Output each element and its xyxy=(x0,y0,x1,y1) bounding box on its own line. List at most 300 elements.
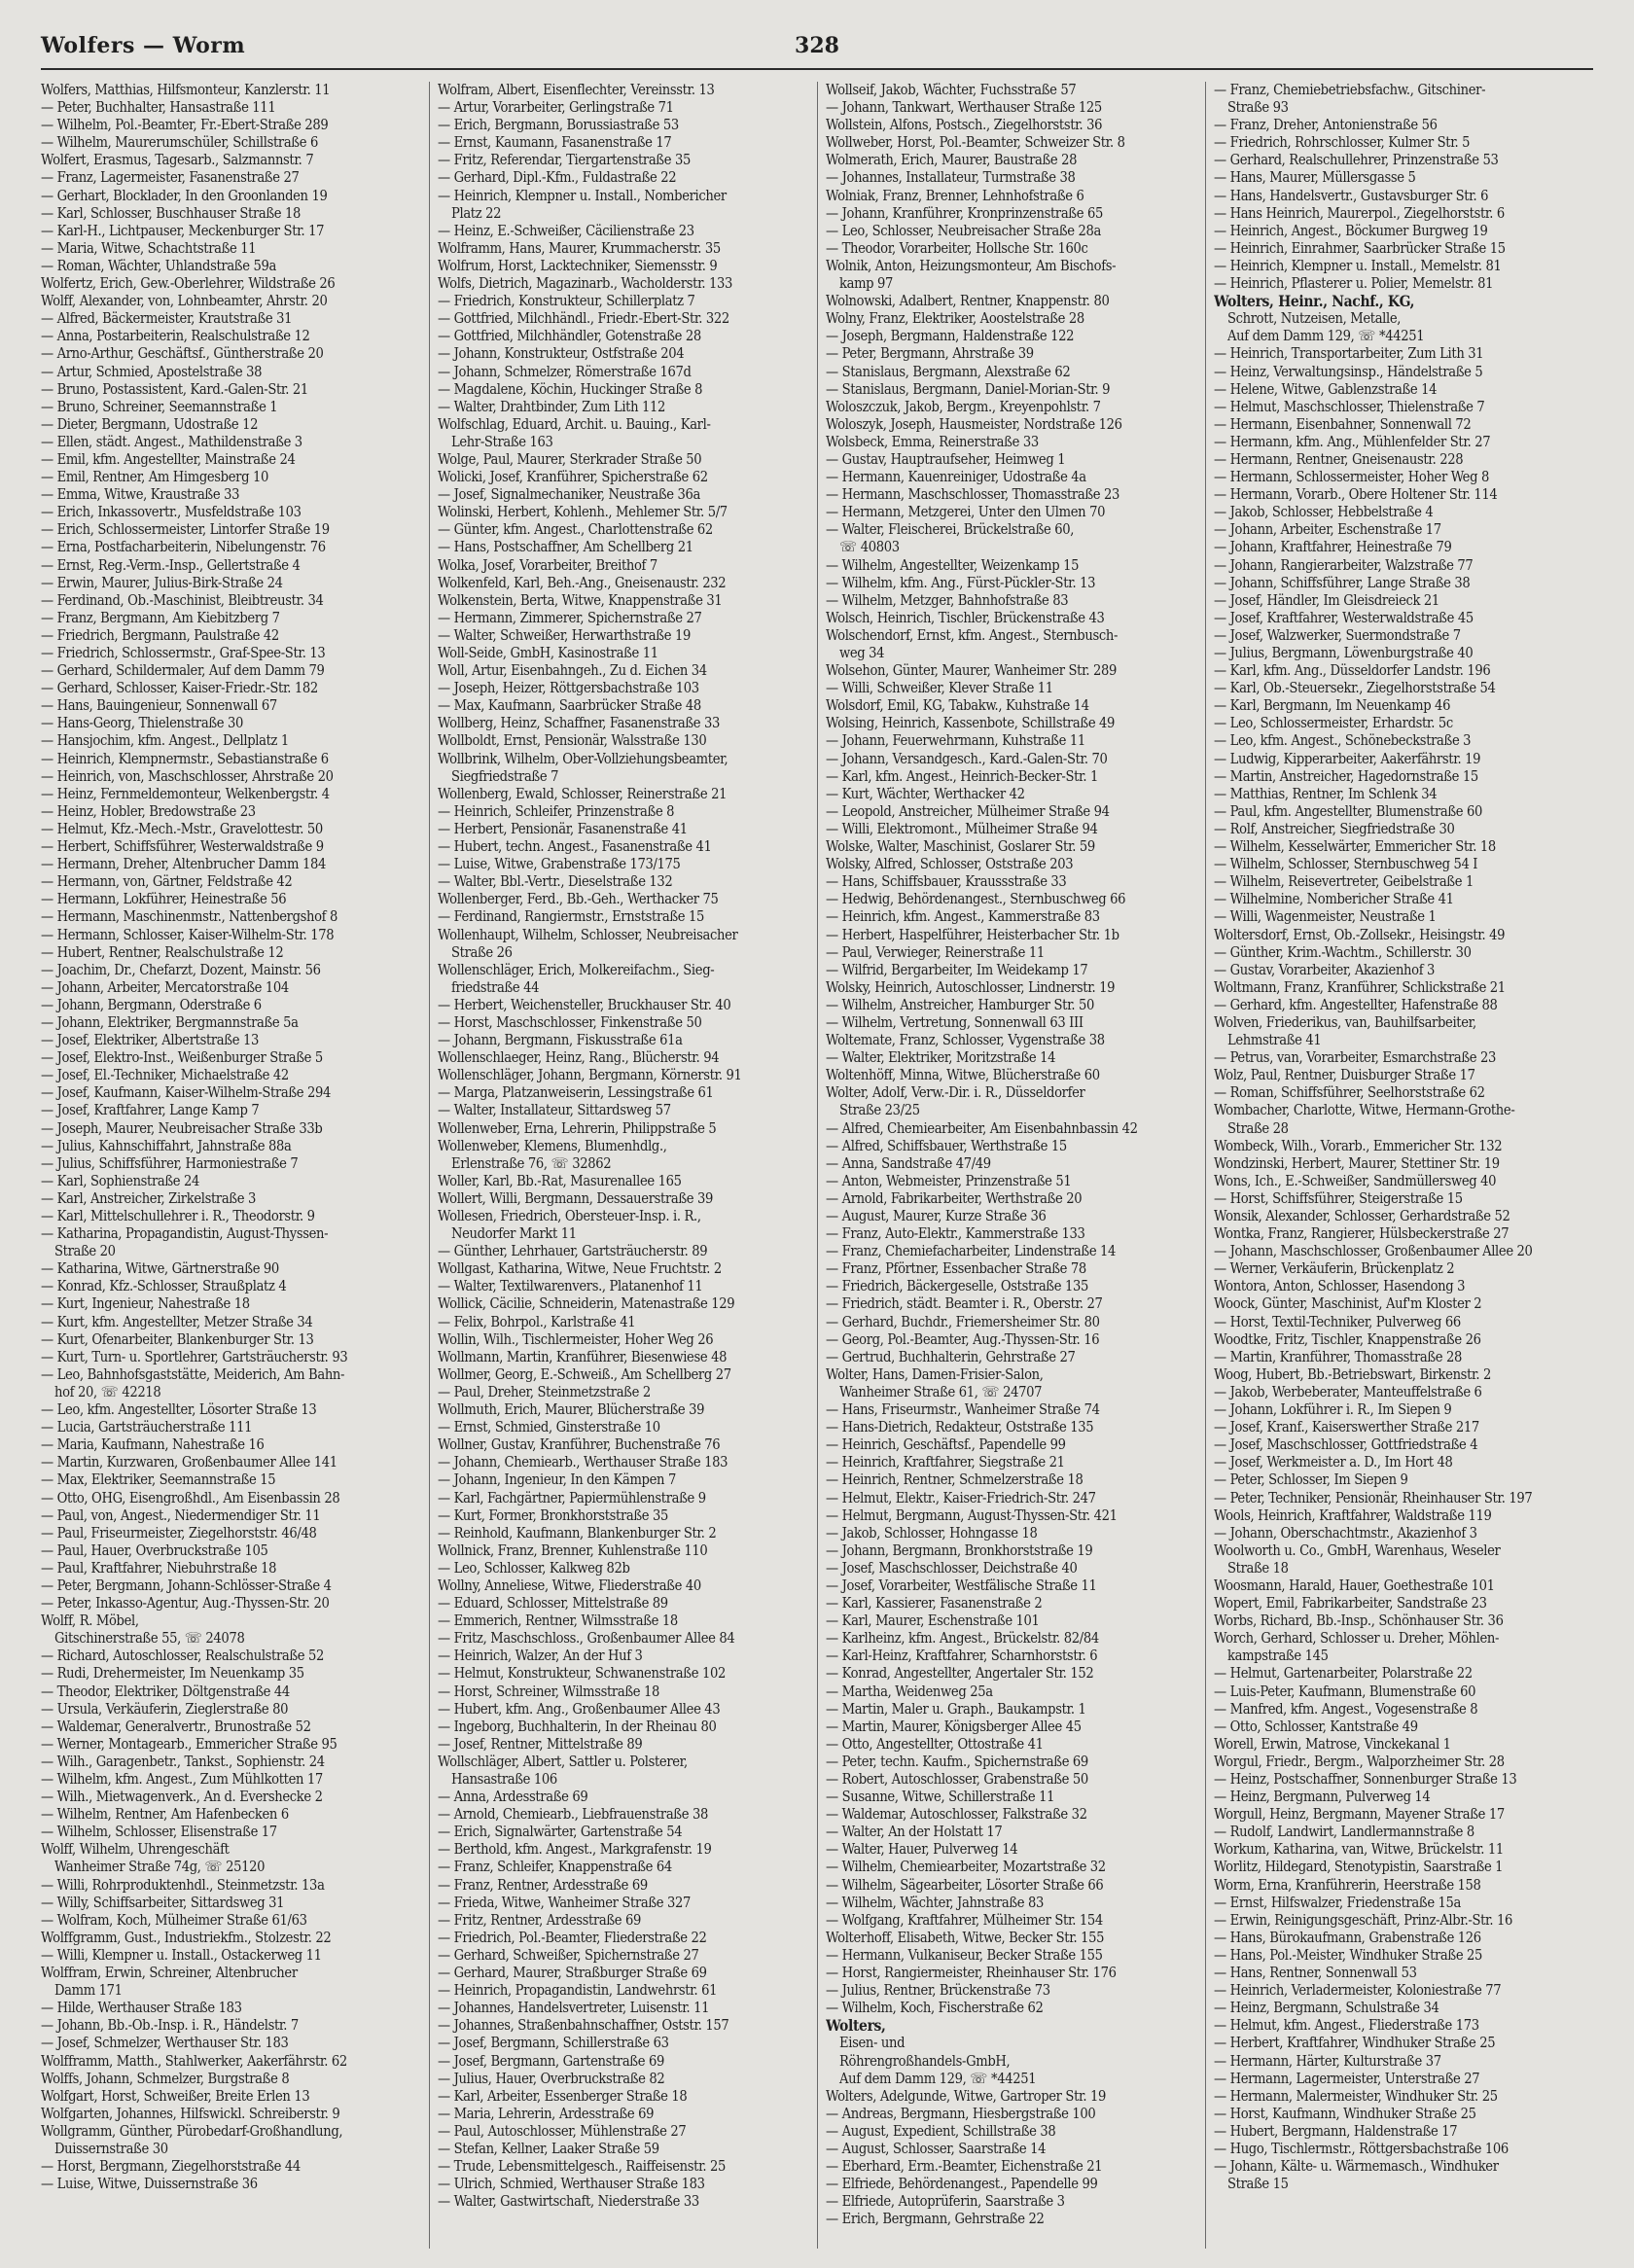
directory-entry: — Erich, Bergmann, Borussiastraße 53 xyxy=(438,117,679,134)
directory-entry: — Horst, Maschschlosser, Finkenstraße 50 xyxy=(438,1013,702,1031)
directory-entry: — Hermann, Metzgerei, Unter den Ulmen 70 xyxy=(826,504,1106,521)
directory-entry: — Heinz, Postschaffner, Sonnenburger Straße 13 xyxy=(1214,1771,1517,1788)
directory-entry: — Johann, Bb.-Ob.-Insp. i. R., Händelstr. 7 xyxy=(41,2017,299,2035)
directory-entry: — Helmut, Konstrukteur, Schwanenstraße 102 xyxy=(438,1665,726,1683)
directory-entry: — Herbert, Haspelführer, Heisterbacher Str. 1b xyxy=(826,926,1119,943)
directory-entry: — Walter, An der Holstatt 17 xyxy=(826,1824,1003,1841)
directory-entry: — Karl-H., Lichtpauser, Meckenburger Str. 17 xyxy=(41,222,325,239)
directory-entry: — Arnold, Chemiearb., Liebfrauenstraße 38 xyxy=(438,1806,708,1824)
directory-entry: — Martha, Weidenweg 25a xyxy=(826,1683,993,1700)
directory-entry: — Anna, Sandstraße 47/49 xyxy=(826,1154,991,1172)
directory-entry: — Erwin, Maurer, Julius-Birk-Straße 24 xyxy=(41,574,283,591)
directory-entry: — Josef, Vorarbeiter, Westfälische Straße 11 xyxy=(826,1577,1097,1594)
directory-entry: Wolfers, Matthias, Hilfsmonteur, Kanzlerstr. 11 xyxy=(41,82,331,98)
directory-entry: — Karl, Schlosser, Buschhauser Straße 18 xyxy=(41,204,302,222)
directory-entry: Wolsing, Heinrich, Kassenbote, Schillstraße 49 xyxy=(826,715,1116,732)
directory-entry: — Alfred, Schiffsbauer, Werthstraße 15 xyxy=(826,1137,1067,1154)
directory-entry: — Hilde, Werthauser Straße 183 xyxy=(41,2000,242,2017)
directory-entry: Wollgramm, Günther, Pürobedarf-Großhandlung, xyxy=(41,2122,343,2140)
directory-entry: — Heinz, Fernmeldemonteur, Welkenbergstr. 4 xyxy=(41,785,330,802)
directory-entry: — Luise, Witwe, Grabenstraße 173/175 xyxy=(438,856,681,873)
directory-entry: Wolniak, Franz, Brenner, Lehnhofstraße 6 xyxy=(826,187,1084,204)
directory-entry: — Ferdinand, Rangiermstr., Ernststraße 15 xyxy=(438,908,705,926)
directory-entry: Wolz, Paul, Rentner, Duisburger Straße 17 xyxy=(1214,1067,1475,1084)
directory-entry: Auf dem Damm 129, ☏ *44251 xyxy=(839,2070,1037,2087)
directory-entry: — Friedrich, Konstrukteur, Schillerplatz 7 xyxy=(438,293,695,310)
directory-entry: — Josef, Rentner, Mittelstraße 89 xyxy=(438,1735,643,1753)
directory-entry: — Robert, Autoschlosser, Grabenstraße 50 xyxy=(826,1771,1088,1788)
directory-entry: Wanheimer Straße 61, ☏ 24707 xyxy=(839,1383,1043,1400)
directory-entry: — Franz, Lagermeister, Fasanenstraße 27 xyxy=(41,169,300,187)
directory-entry: — Franz, Bergmann, Am Kiebitzberg 7 xyxy=(41,609,280,626)
directory-entry: — Erich, Signalwärter, Gartenstraße 54 xyxy=(438,1824,683,1841)
directory-entry: — Martin, Kranführer, Thomasstraße 28 xyxy=(1214,1348,1463,1365)
directory-entry: Wolfram, Albert, Eisenflechter, Vereinsstr. 13 xyxy=(438,82,715,98)
directory-entry: Wollenschläger, Erich, Molkereifachm., Sieg- xyxy=(438,961,715,978)
directory-entry: — Otto, OHG, Eisengroßhdl., Am Eisenbassin 28 xyxy=(41,1489,340,1506)
directory-entry: — Hans, Bauingenieur, Sonnenwall 67 xyxy=(41,697,277,715)
directory-entry: — Helmut, kfm. Angest., Fliederstraße 173 xyxy=(1214,2017,1479,2035)
directory-entry: — Peter, Techniker, Pensionär, Rheinhauser Str. 197 xyxy=(1214,1489,1533,1506)
directory-entry: — Paul, Hauer, Overbruckstraße 105 xyxy=(41,1542,268,1559)
directory-entry: — Johannes, Straßenbahnschaffner, Oststr. 157 xyxy=(438,2017,729,2035)
directory-entry: — Karlheinz, kfm. Angest., Brückelstr. 82/84 xyxy=(826,1630,1099,1648)
directory-entry: Erlenstraße 76, ☏ 32862 xyxy=(451,1154,612,1172)
directory-entry: Wolff, Alexander, von, Lohnbeamter, Ahrstr. 20 xyxy=(41,293,328,310)
directory-entry: — Hans, Handelsvertr., Gustavsburger Str. 6 xyxy=(1214,187,1489,204)
directory-entry: — Heinrich, Propagandistin, Landwehrstr. 61 xyxy=(438,1982,718,2000)
directory-entry: — Gustav, Vorarbeiter, Akazienhof 3 xyxy=(1214,961,1436,978)
directory-entry: — Bruno, Schreiner, Seemannstraße 1 xyxy=(41,398,278,415)
directory-entry: — Werner, Montagearb., Emmericher Straße 95 xyxy=(41,1735,337,1753)
directory-entry: — Friedrich, städt. Beamter i. R., Oberstr. 27 xyxy=(826,1295,1103,1313)
directory-entry: — Fritz, Maschschloss., Großenbaumer Allee 84 xyxy=(438,1630,735,1648)
directory-entry: — Erich, Bergmann, Gehrstraße 22 xyxy=(826,2211,1045,2228)
directory-entry: — Emmerich, Rentner, Wilmsstraße 18 xyxy=(438,1612,678,1630)
directory-entry: — Herbert, Pensionär, Fasanenstraße 41 xyxy=(438,820,688,837)
directory-entry: — Peter, Schlosser, Im Siepen 9 xyxy=(1214,1471,1408,1489)
directory-entry: Eisen- und xyxy=(839,2035,906,2052)
directory-entry: Wolfframm, Matth., Stahlwerker, Aakerfährstr. 62 xyxy=(41,2052,347,2070)
directory-entry: — Wilhelm, Kesselwärter, Emmericher Str. 18 xyxy=(1214,838,1496,856)
directory-entry: Straße 20 xyxy=(54,1243,116,1260)
directory-entry: — Luis-Peter, Kaufmann, Blumenstraße 60 xyxy=(1214,1683,1476,1700)
directory-entry: weg 34 xyxy=(839,645,885,661)
directory-entry: Woloszczuk, Jakob, Bergm., Kreyenpohlstr. 7 xyxy=(826,398,1101,415)
directory-entry: — Franz, Auto-Elektr., Kammerstraße 133 xyxy=(826,1225,1085,1243)
directory-entry: Wollenberger, Ferd., Bb.-Geh., Werthacker 75 xyxy=(438,891,719,908)
directory-entry: — Gertrud, Buchhalterin, Gehrstraße 27 xyxy=(826,1348,1076,1365)
directory-entry: — Horst, Schreiner, Wilmsstraße 18 xyxy=(438,1683,659,1700)
directory-entry: Wolffram, Erwin, Schreiner, Altenbrucher xyxy=(41,1965,298,1982)
directory-entry: — Hermann, Rentner, Gneisenaustr. 228 xyxy=(1214,450,1464,468)
directory-entry: — Kurt, Former, Bronkhorststraße 35 xyxy=(438,1506,669,1524)
directory-entry: — Konrad, Angestellter, Angertaler Str. 152 xyxy=(826,1665,1094,1683)
directory-entry: Wolfgart, Horst, Schweißer, Breite Erlen 13 xyxy=(41,2087,310,2105)
directory-entry: — Kurt, Ofenarbeiter, Blankenburger Str. 13 xyxy=(41,1330,314,1348)
directory-entry: Worgul, Friedr., Bergm., Walporzheimer Str. 28 xyxy=(1214,1753,1505,1770)
directory-entry: Wolschendorf, Ernst, kfm. Angest., Sternbusch- xyxy=(826,626,1119,644)
directory-entry: — Manfred, kfm. Angest., Vogesenstraße 8 xyxy=(1214,1700,1478,1718)
directory-entry: Wollmann, Martin, Kranführer, Biesenwiese 48 xyxy=(438,1348,728,1365)
directory-entry: — Heinrich, Pflasterer u. Polier, Memelstr. 81 xyxy=(1214,275,1494,293)
directory-entry: Wolfert, Erasmus, Tagesarb., Salzmannstr. 7 xyxy=(41,152,314,169)
directory-entry: — Julius, Kahnschiffahrt, Jahnstraße 88a xyxy=(41,1137,292,1154)
directory-entry: Wolsky, Alfred, Schlosser, Oststraße 203 xyxy=(826,856,1074,873)
directory-entry: Wolsehon, Günter, Maurer, Wanheimer Str. 289 xyxy=(826,662,1118,680)
directory-entry: — Karl, Mittelschullehrer i. R., Theodorstr. 9 xyxy=(41,1208,315,1224)
directory-entry: — Hermann, Zimmerer, Spichernstraße 27 xyxy=(438,609,702,626)
directory-entry: — Stanislaus, Bergmann, Daniel-Morian-Str. 9 xyxy=(826,380,1111,398)
directory-entry: — Karl, Fachgärtner, Papiermühlenstraße 9 xyxy=(438,1489,706,1506)
directory-entry: Woltersdorf, Ernst, Ob.-Zollsekr., Heisingstr. 49 xyxy=(1214,926,1506,943)
directory-entry: Wolkenfeld, Karl, Beh.-Ang., Gneisenaustr. 232 xyxy=(438,574,727,591)
directory-entry: Wollner, Gustav, Kranführer, Buchenstraße 76 xyxy=(438,1436,721,1454)
directory-entry: — Emma, Witwe, Kraustraße 33 xyxy=(41,486,240,504)
directory-entry: Wollenhaupt, Wilhelm, Schlosser, Neubreisacher xyxy=(438,926,738,943)
directory-entry: — Eberhard, Erm.-Beamter, Eichenstraße 21 xyxy=(826,2158,1103,2176)
directory-entry: — Leo, Bahnhofsgaststätte, Meiderich, Am Bahn- xyxy=(41,1365,345,1383)
directory-entry: Wolfertz, Erich, Gew.-Oberlehrer, Wildstraße 26 xyxy=(41,275,336,293)
directory-entry: — Helmut, Maschschlosser, Thielenstraße 7 xyxy=(1214,398,1485,415)
directory-entry: Wolske, Walter, Maschinist, Goslarer Str. 59 xyxy=(826,838,1095,856)
directory-entry: — Maria, Kaufmann, Nahestraße 16 xyxy=(41,1436,265,1454)
directory-entry: — Peter, Inkasso-Agentur, Aug.-Thyssen-Str. 20 xyxy=(41,1595,330,1612)
directory-entry: — Walter, Textilwarenvers., Platanenhof 11 xyxy=(438,1278,703,1295)
directory-entry: — Helmut, Bergmann, August-Thyssen-Str. 421 xyxy=(826,1506,1118,1524)
directory-entry: Straße 26 xyxy=(451,943,513,961)
directory-entry: Woog, Hubert, Bb.-Betriebswart, Birkenstr. 2 xyxy=(1214,1365,1491,1383)
directory-entry: — Heinz, Bergmann, Pulverweg 14 xyxy=(1214,1789,1431,1806)
directory-entry: Worell, Erwin, Matrose, Vinckekanal 1 xyxy=(1214,1735,1451,1753)
directory-entry: — Walter, Gastwirtschaft, Niederstraße 33 xyxy=(438,2193,699,2211)
directory-entry: — Johann, Maschschlosser, Großenbaumer Allee 20 xyxy=(1214,1243,1533,1260)
directory-entry: — Walter, Schweißer, Herwarthstraße 19 xyxy=(438,626,691,644)
directory-entry: — Hermann, Lagermeister, Unterstraße 27 xyxy=(1214,2070,1480,2087)
directory-entry: Wolsbeck, Emma, Reinerstraße 33 xyxy=(826,433,1039,450)
directory-entry: Worch, Gerhard, Schlosser u. Dreher, Möhlen- xyxy=(1214,1630,1500,1648)
directory-entry: — Waldemar, Autoschlosser, Falkstraße 32 xyxy=(826,1806,1087,1824)
directory-entry: — Gerhard, Schildermaler, Auf dem Damm 79 xyxy=(41,662,325,680)
directory-entry: — Walter, Drahtbinder, Zum Lith 112 xyxy=(438,398,666,415)
directory-entry: Siegfriedstraße 7 xyxy=(451,767,559,785)
directory-entry: — Hans, Pol.-Meister, Windhuker Straße 25 xyxy=(1214,1946,1483,1964)
directory-entry: — Heinrich, Klempnermstr., Sebastianstraße 6 xyxy=(41,750,329,767)
directory-entry: — Hans, Postschaffner, Am Schellberg 21 xyxy=(438,539,693,556)
directory-entry: — Alfred, Chemiearbeiter, Am Eisenbahnbassin 42 xyxy=(826,1119,1138,1137)
directory-entry: — Wilhelm, Schlosser, Sternbuschweg 54 I xyxy=(1214,856,1478,873)
directory-entry: — Gustav, Hauptraufseher, Heimweg 1 xyxy=(826,450,1066,468)
directory-entry: Wolsdorf, Emil, KG, Tabakw., Kuhstraße 14 xyxy=(826,697,1089,715)
directory-entry: — Johann, Rangierarbeiter, Walzstraße 77 xyxy=(1214,556,1474,574)
directory-entry: — Heinrich, Rentner, Schmelzerstraße 18 xyxy=(826,1471,1083,1489)
directory-entry: Wollenweber, Erna, Lehrerin, Philippstraße 5 xyxy=(438,1119,717,1137)
directory-entry: — Josef, Werkmeister a. D., Im Hort 48 xyxy=(1214,1454,1453,1471)
directory-entry: — Johann, Versandgesch., Kard.-Galen-Str. 70 xyxy=(826,750,1108,767)
directory-entry: — Erwin, Reinigungsgeschäft, Prinz-Albr.-Str. 16 xyxy=(1214,1911,1513,1929)
directory-entry: Woloszyk, Joseph, Hausmeister, Nordstraße 126 xyxy=(826,415,1122,433)
directory-entry: Wollweber, Horst, Pol.-Beamter, Schweizer Str. 8 xyxy=(826,134,1125,152)
directory-entry: — Anna, Ardesstraße 69 xyxy=(438,1789,588,1806)
directory-entry: — Herbert, Kraftfahrer, Windhuker Straße 25 xyxy=(1214,2035,1496,2052)
directory-entry: — Paul, kfm. Angestellter, Blumenstraße 60 xyxy=(1214,802,1483,820)
directory-entry: — Andreas, Bergmann, Hiesbergstraße 100 xyxy=(826,2105,1096,2122)
directory-entry: Worbs, Richard, Bb.-Insp., Schönhauser Str. 36 xyxy=(1214,1612,1504,1630)
directory-entry: — Wilhelm, kfm. Angest., Zum Mühlkotten 17 xyxy=(41,1771,323,1788)
directory-entry: — Josef, Maschschlosser, Gottfriedstraße 4 xyxy=(1214,1436,1478,1454)
directory-entry: — Hans, Bürokaufmann, Grabenstraße 126 xyxy=(1214,1929,1481,1946)
directory-entry: — Günther, Krim.-Wachtm., Schillerstr. 30 xyxy=(1214,943,1472,961)
directory-entry: Wolsky, Heinrich, Autoschlosser, Lindnerstr. 19 xyxy=(826,978,1116,996)
directory-entry: Wollbrink, Wilhelm, Ober-Vollziehungsbeamter, xyxy=(438,750,728,767)
directory-entry: — Hans-Georg, Thielenstraße 30 xyxy=(41,715,244,732)
directory-entry: — Willy, Schiffsarbeiter, Sittardsweg 31 xyxy=(41,1894,285,1911)
directory-entry: Wollesen, Friedrich, Obersteuer-Insp. i. R., xyxy=(438,1208,701,1224)
directory-entry: — Johann, Kälte- u. Wärmemasch., Windhuker xyxy=(1214,2158,1499,2176)
directory-entry: — Gottfried, Milchhändler, Gotenstraße 28 xyxy=(438,328,701,345)
directory-entry: — Wilhelm, Metzger, Bahnhofstraße 83 xyxy=(826,591,1069,609)
directory-entry: Wolterhoff, Elisabeth, Witwe, Becker Str. 155 xyxy=(826,1929,1105,1946)
directory-entry: — Karl, Kassierer, Fasanenstraße 2 xyxy=(826,1595,1043,1612)
directory-entry: — Willi, Rohrproduktenhdl., Steinmetzstr. 13a xyxy=(41,1876,325,1894)
directory-entry: Duissernstraße 30 xyxy=(54,2140,168,2157)
directory-entry: — Bruno, Postassistent, Kard.-Galen-Str. 21 xyxy=(41,380,308,398)
directory-entry: — Gerhard, Realschullehrer, Prinzenstraße 53 xyxy=(1214,152,1499,169)
directory-entry: — Wilhelm, Maurerumschüler, Schillstraße 6 xyxy=(41,134,318,152)
directory-entry: Wollberg, Heinz, Schaffner, Fasanenstraße 33 xyxy=(438,715,721,732)
directory-entry: — Ulrich, Schmied, Werthauser Straße 183 xyxy=(438,2176,705,2193)
directory-entry: — Wilhelm, Anstreicher, Hamburger Str. 50 xyxy=(826,996,1095,1013)
directory-entry: — Willi, Schweißer, Klever Straße 11 xyxy=(826,680,1053,697)
directory-entry: — Herbert, Weichensteller, Bruckhauser Str. 40 xyxy=(438,996,731,1013)
directory-entry: Wolnik, Anton, Heizungsmonteur, Am Bischofs- xyxy=(826,257,1117,274)
directory-entry: Wombeck, Wilh., Vorarb., Emmericher Str. 132 xyxy=(1214,1137,1503,1154)
directory-entry: — Heinrich, Schleifer, Prinzenstraße 8 xyxy=(438,802,675,820)
directory-entry: — Peter, techn. Kaufm., Spichernstraße 69 xyxy=(826,1753,1088,1770)
directory-entry: Wollenberg, Ewald, Schlosser, Reinerstraße 21 xyxy=(438,785,728,802)
directory-entry: — Peter, Buchhalter, Hansastraße 111 xyxy=(41,99,276,117)
directory-entry: — Johann, Elektriker, Bergmannstraße 5a xyxy=(41,1013,299,1031)
directory-entry: — Julius, Hauer, Overbruckstraße 82 xyxy=(438,2070,665,2087)
directory-entry: Wolkenstein, Berta, Witwe, Knappenstraße 31 xyxy=(438,591,723,609)
directory-entry: — Josef, Händler, Im Gleisdreieck 21 xyxy=(1214,591,1439,609)
directory-entry: — Rolf, Anstreicher, Siegfriedstraße 30 xyxy=(1214,820,1455,837)
directory-entry: — Johann, Kraftfahrer, Heinestraße 79 xyxy=(1214,539,1452,556)
directory-entry: — Hermann, Kauenreiniger, Udostraße 4a xyxy=(826,469,1086,486)
directory-entry: — Heinrich, Kraftfahrer, Siegstraße 21 xyxy=(826,1454,1065,1471)
directory-entry: — Johann, Lokführer i. R., Im Siepen 9 xyxy=(1214,1401,1452,1419)
directory-entry: Wons, Ich., E.-Schweißer, Sandmüllersweg 40 xyxy=(1214,1172,1497,1189)
directory-entry: Wools, Heinrich, Kraftfahrer, Waldstraße 119 xyxy=(1214,1506,1492,1524)
directory-entry: — Hermann, kfm. Ang., Mühlenfelder Str. 27 xyxy=(1214,433,1491,450)
directory-entry: — Franz, Chemiebetriebsfachw., Gitschiner- xyxy=(1214,82,1486,98)
directory-entry: Wolfs, Dietrich, Magazinarb., Wacholderstr. 133 xyxy=(438,275,733,293)
directory-entry: — Erich, Schlossermeister, Lintorfer Straße 19 xyxy=(41,521,330,539)
directory-entry: — Otto, Angestellter, Ottostraße 41 xyxy=(826,1735,1044,1753)
directory-entry: — Ernst, Reg.-Verm.-Insp., Gellertstraße 4 xyxy=(41,556,301,574)
directory-entry: — Johann, Schiffsführer, Lange Straße 38 xyxy=(1214,574,1471,591)
directory-entry: — Hedwig, Behördenangest., Sternbuschweg 66 xyxy=(826,891,1126,908)
directory-entry: — Paul, Kraftfahrer, Niebuhrstraße 18 xyxy=(41,1559,277,1577)
directory-entry: Neudorfer Markt 11 xyxy=(451,1225,577,1243)
directory-entry: — Dieter, Bergmann, Udostraße 12 xyxy=(41,415,259,433)
directory-entry: — Hermann, Eisenbahner, Sonnenwall 72 xyxy=(1214,415,1472,433)
directory-entry: — Helmut, Elektr., Kaiser-Friedrich-Str. 247 xyxy=(826,1489,1096,1506)
directory-entry: — Heinz, Hobler, Bredowstraße 23 xyxy=(41,802,256,820)
directory-entry: — August, Schlosser, Saarstraße 14 xyxy=(826,2140,1047,2157)
directory-entry: Wolffgramm, Gust., Industriekfm., Stolzestr. 22 xyxy=(41,1929,332,1946)
directory-entry: Wolfschlag, Eduard, Archit. u. Bauing., Karl- xyxy=(438,415,711,433)
directory-entry: — Josef, Elektro-Inst., Weißenburger Straße 5 xyxy=(41,1049,323,1067)
directory-entry: — Joseph, Heizer, Röttgersbachstraße 103 xyxy=(438,680,699,697)
directory-entry: Woodtke, Fritz, Tischler, Knappenstraße 26 xyxy=(1214,1330,1481,1348)
directory-entry: — Trude, Lebensmittelgesch., Raiffeisenstr. 25 xyxy=(438,2158,727,2176)
directory-entry: — Josef, Kraftfahrer, Lange Kamp 7 xyxy=(41,1102,260,1119)
directory-entry: — Anna, Postarbeiterin, Realschulstraße 12 xyxy=(41,328,310,345)
directory-entry: — Hans, Friseurmstr., Wanheimer Straße 74 xyxy=(826,1401,1100,1419)
directory-entry: Wolter, Adolf, Verw.-Dir. i. R., Düsseldorfer xyxy=(826,1084,1085,1102)
directory-entry: — Johann, Bergmann, Bronkhorststraße 19 xyxy=(826,1542,1093,1559)
directory-entry: — Fritz, Rentner, Ardesstraße 69 xyxy=(438,1911,642,1929)
directory-entry: — Hermann, Maschinenmstr., Nattenbergshof 8 xyxy=(41,908,338,926)
directory-entry: — Gerhart, Blocklader, In den Groonlanden 19 xyxy=(41,187,328,204)
directory-entry: — August, Maurer, Kurze Straße 36 xyxy=(826,1208,1047,1224)
directory-entry: Wolmerath, Erich, Maurer, Baustraße 28 xyxy=(826,152,1078,169)
directory-entry: — Wilh., Garagenbetr., Tankst., Sophienstr. 24 xyxy=(41,1753,325,1770)
directory-entry: — Theodor, Elektriker, Döltgenstraße 44 xyxy=(41,1683,290,1700)
directory-entry: — Peter, Bergmann, Ahrstraße 39 xyxy=(826,345,1034,363)
directory-entry: Wollseif, Jakob, Wächter, Fuchsstraße 57 xyxy=(826,82,1077,98)
directory-entry: — Johann, Arbeiter, Mercatorstraße 104 xyxy=(41,978,289,996)
directory-entry: Wolven, Friederikus, van, Bauhilfsarbeiter, xyxy=(1214,1013,1476,1031)
directory-entry: — Hubert, Bergmann, Haldenstraße 17 xyxy=(1214,2122,1458,2140)
directory-entry: Damm 171 xyxy=(54,1982,123,2000)
directory-entry: — Johann, Feuerwehrmann, Kuhstraße 11 xyxy=(826,732,1085,750)
directory-entry: ☏ 40803 xyxy=(839,539,900,556)
directory-entry: — Josef, Maschschlosser, Deichstraße 40 xyxy=(826,1559,1078,1577)
directory-entry: Wollert, Willi, Bergmann, Dessauerstraße 39 xyxy=(438,1189,714,1207)
directory-entry: Wollenweber, Klemens, Blumenhdlg., xyxy=(438,1137,667,1154)
directory-entry: — Leo, Schlosser, Neubreisacher Straße 28a xyxy=(826,222,1102,239)
directory-entry: Woll-Seide, GmbH, Kasinostraße 11 xyxy=(438,645,658,661)
directory-entry: — Elfriede, Autoprüferin, Saarstraße 3 xyxy=(826,2193,1065,2211)
directory-entry: — Willi, Wagenmeister, Neustraße 1 xyxy=(1214,908,1437,926)
directory-entry: Wollmuth, Erich, Maurer, Blücherstraße 39 xyxy=(438,1401,705,1419)
directory-entry: Straße 18 xyxy=(1227,1559,1289,1577)
directory-entry: Wollenschlaeger, Heinz, Rang., Blücherstr. 94 xyxy=(438,1049,720,1067)
directory-entry: — Herbert, Schiffsführer, Westerwaldstraße 9 xyxy=(41,838,324,856)
directory-entry: — Roman, Wächter, Uhlandstraße 59a xyxy=(41,257,276,274)
directory-entry: — Gerhard, kfm. Angestellter, Hafenstraße 88 xyxy=(1214,996,1498,1013)
directory-entry: — Kurt, Wächter, Werthacker 42 xyxy=(826,785,1025,802)
directory-entry: Wolge, Paul, Maurer, Sterkrader Straße 50 xyxy=(438,450,702,468)
directory-entry: — Friedrich, Pol.-Beamter, Fliederstraße 22 xyxy=(438,1929,707,1946)
directory-entry: — Artur, Schmied, Apostelstraße 38 xyxy=(41,363,263,380)
directory-entry: — Hermann, Lokführer, Heinestraße 56 xyxy=(41,891,287,908)
page-header xyxy=(41,29,1593,70)
directory-entry: — Horst, Schiffsführer, Steigerstraße 15 xyxy=(1214,1189,1463,1207)
directory-entry: Straße 15 xyxy=(1227,2176,1289,2193)
directory-entry: — Wilh., Mietwagenverk., An d. Evershecke 2 xyxy=(41,1789,323,1806)
column-1 xyxy=(41,82,429,2249)
directory-entry: Wolters, Adelgunde, Witwe, Gartroper Str. 19 xyxy=(826,2087,1106,2105)
directory-entry: — Roman, Schiffsführer, Seelhorststraße 62 xyxy=(1214,1084,1485,1102)
directory-entry: — Max, Elektriker, Seemannstraße 15 xyxy=(41,1471,276,1489)
directory-entry: — Joseph, Maurer, Neubreisacher Straße 33b xyxy=(41,1119,323,1137)
directory-entry: — Erich, Inkassovertr., Musfeldstraße 103 xyxy=(41,504,302,521)
directory-entry: — Emil, Rentner, Am Himgesberg 10 xyxy=(41,469,268,486)
directory-entry: — Karl, Bergmann, Im Neuenkamp 46 xyxy=(1214,697,1451,715)
directory-entry: — Josef, El.-Techniker, Michaelstraße 42 xyxy=(41,1067,289,1084)
directory-entry: — Martin, Anstreicher, Hagedornstraße 15 xyxy=(1214,767,1478,785)
directory-entry: — Josef, Elektriker, Albertstraße 13 xyxy=(41,1032,259,1049)
directory-entry: — Elfriede, Behördenangest., Papendelle 99 xyxy=(826,2176,1098,2193)
directory-entry: — Wolfram, Koch, Mülheimer Straße 61/63 xyxy=(41,1911,307,1929)
directory-entry: Hansastraße 106 xyxy=(451,1771,557,1788)
directory-entry: — Horst, Rangiermeister, Rheinhauser Str. 176 xyxy=(826,1965,1117,1982)
directory-entry: Wondzinski, Herbert, Maurer, Stettiner Str. 19 xyxy=(1214,1154,1500,1172)
directory-entry: — Hermann, Maschschlosser, Thomasstraße 23 xyxy=(826,486,1119,504)
directory-entry: — Gerhard, Buchdr., Friemersheimer Str. 80 xyxy=(826,1313,1100,1330)
directory-entry: Wolsch, Heinrich, Tischler, Brückenstraße 43 xyxy=(826,609,1105,626)
directory-entry: — Helmut, Kfz.-Mech.-Mstr., Gravelottestr. 50 xyxy=(41,820,323,837)
directory-entry: Wollenschläger, Johann, Bergmann, Körnerstr. 91 xyxy=(438,1067,742,1084)
directory-entry: Platz 22 xyxy=(451,204,502,222)
directory-entry: Wolter, Hans, Damen-Frisier-Salon, xyxy=(826,1365,1044,1383)
directory-entry: Wolnowski, Adalbert, Rentner, Knappenstr. 80 xyxy=(826,293,1110,310)
directory-entry: Wolffs, Johann, Schmelzer, Burgstraße 8 xyxy=(41,2070,290,2087)
directory-entry: — Hermann, Vorarb., Obere Holtener Str. 114 xyxy=(1214,486,1498,504)
directory-entry: — Matthias, Rentner, Im Schlenk 34 xyxy=(1214,785,1438,802)
directory-entry: Wolinski, Herbert, Kohlenh., Mehlemer Str. 5/7 xyxy=(438,504,728,521)
directory-entry: — Heinz, Bergmann, Schulstraße 34 xyxy=(1214,2000,1439,2017)
directory-entry: Wontka, Franz, Rangierer, Hülsbeckerstraße 27 xyxy=(1214,1225,1510,1243)
directory-entry: — Helene, Witwe, Gablenzstraße 14 xyxy=(1214,380,1438,398)
directory-entry: — Walter, Installateur, Sittardsweg 57 xyxy=(438,1102,671,1119)
directory-entry: Schrott, Nutzeisen, Metalle, xyxy=(1227,310,1402,328)
directory-entry: — Johann, Oberschachtmstr., Akazienhof 3 xyxy=(1214,1524,1477,1542)
directory-entry: — Josef, Kaufmann, Kaiser-Wilhelm-Straße 294 xyxy=(41,1084,332,1102)
directory-entry: — Susanne, Witwe, Schillerstraße 11 xyxy=(826,1789,1055,1806)
directory-entry: — Hermann, Schlossermeister, Hoher Weg 8 xyxy=(1214,469,1489,486)
directory-entry: Woolworth u. Co., GmbH, Warenhaus, Weseler xyxy=(1214,1542,1501,1559)
directory-entry: — Peter, Bergmann, Johann-Schlösser-Straße 4 xyxy=(41,1577,332,1594)
directory-entry: Wolframm, Hans, Maurer, Krummacherstr. 35 xyxy=(438,239,721,257)
directory-entry: Worgull, Heinz, Bergmann, Mayener Straße 17 xyxy=(1214,1806,1505,1824)
column-4 xyxy=(1205,82,1593,2249)
directory-entry: Wolny, Franz, Elektriker, Aoostelstraße 28 xyxy=(826,310,1084,328)
directory-entry: — Martin, Maurer, Königsberger Allee 45 xyxy=(826,1718,1082,1735)
directory-entry: — Josef, Bergmann, Gartenstraße 69 xyxy=(438,2052,664,2070)
directory-entry: — Willi, Elektromont., Mülheimer Straße 94 xyxy=(826,820,1098,837)
directory-entry: — Felix, Bohrpol., Karlstraße 41 xyxy=(438,1313,636,1330)
directory-entry: — Richard, Autoschlosser, Realschulstraße 52 xyxy=(41,1648,325,1665)
directory-entry: — Konrad, Kfz.-Schlosser, Straußplatz 4 xyxy=(41,1278,287,1295)
directory-entry: Wombacher, Charlotte, Witwe, Hermann-Grothe- xyxy=(1214,1102,1515,1119)
directory-entry: — Werner, Verkäuferin, Brückenplatz 2 xyxy=(1214,1260,1455,1278)
directory-entry: — Ludwig, Kipperarbeiter, Aakerfährstr. 19 xyxy=(1214,750,1481,767)
directory-entry: — Otto, Schlosser, Kantstraße 49 xyxy=(1214,1718,1418,1735)
directory-entry: — Martin, Kurzwaren, Großenbaumer Allee 141 xyxy=(41,1454,337,1471)
directory-entry: — Eduard, Schlosser, Mittelstraße 89 xyxy=(438,1595,668,1612)
directory-entry: Woltemate, Franz, Schlosser, Vygenstraße 38 xyxy=(826,1032,1105,1049)
directory-entry: — Theodor, Vorarbeiter, Hollsche Str. 160c xyxy=(826,239,1088,257)
directory-entry: — Heinrich, Walzer, An der Huf 3 xyxy=(438,1648,643,1665)
directory-entry: — Franz, Dreher, Antonienstraße 56 xyxy=(1214,117,1438,134)
directory-entry: — Günther, Lehrhauer, Gartsträucherstr. 89 xyxy=(438,1243,708,1260)
directory-entry: — Paul, Dreher, Steinmetzstraße 2 xyxy=(438,1383,651,1400)
directory-entry: — Gerhard, Schlosser, Kaiser-Friedr.-Str. 182 xyxy=(41,680,318,697)
